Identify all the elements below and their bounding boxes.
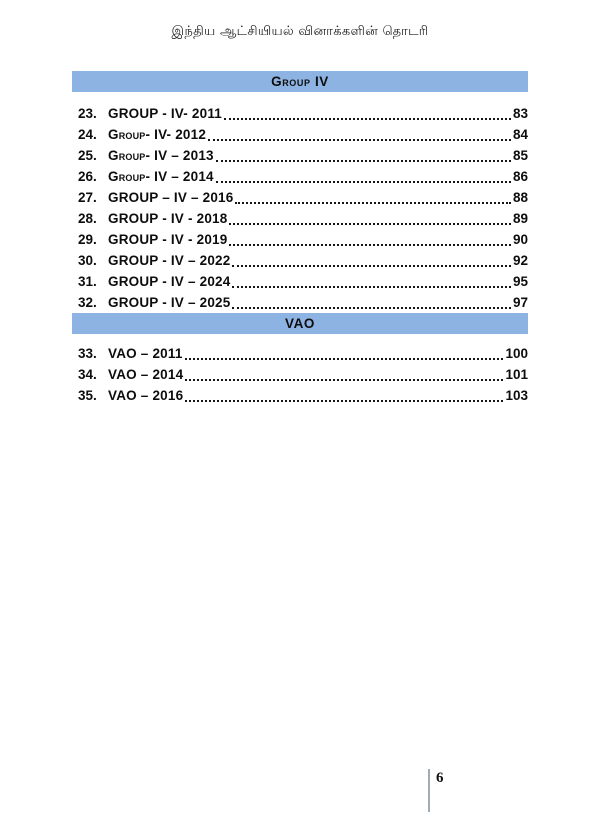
entry-title: GROUP – IV – 2016 [108,190,234,205]
toc-entry [72,385,528,406]
entry-page-number: 103 [505,388,528,403]
entry-page-number: 101 [505,367,528,382]
dot-leader [216,149,511,162]
toc-entry [72,250,528,271]
entry-title: GROUP - IV – 2022 [108,253,231,268]
entry-number: 34. [78,367,97,382]
entry-number: 23. [78,106,97,121]
toc-entry [72,271,528,292]
dot-leader [232,254,511,267]
entry-number: 31. [78,274,97,289]
entry-number: 25. [78,148,97,163]
entry-page-number: 89 [512,211,528,226]
entry-title: Group- IV- 2012 [108,127,207,142]
entry-page-number: 92 [512,253,528,268]
toc-entry [72,229,528,250]
entry-title: GROUP - IV – 2025 [108,295,231,310]
entry-number: 24. [78,127,97,142]
entry-title: Group- IV – 2013 [108,148,214,163]
entry-number: 35. [78,388,97,403]
toc-entry [72,145,528,166]
entry-number: 26. [78,169,97,184]
toc-entry [72,364,528,385]
toc-entry [72,103,528,124]
toc-entry [72,343,528,364]
toc-list-vao [72,343,528,406]
entry-page-number: 85 [512,148,528,163]
entry-title: GROUP - IV- 2011 [108,106,223,121]
dot-leader [235,191,511,204]
dot-leader [232,275,511,288]
entry-number: 30. [78,253,97,268]
entry-page-number: 88 [512,190,528,205]
dot-leader [229,212,511,225]
section-banner-group-iv: Group IV [72,71,528,92]
dot-leader [232,296,511,309]
entry-title: VAO – 2011 [108,346,183,361]
entry-number: 28. [78,211,97,226]
entry-page-number: 97 [512,295,528,310]
footer-page-number: 6 [436,770,444,786]
dot-leader [229,233,511,246]
entry-number: 33. [78,346,97,361]
table-of-contents [72,71,528,406]
entry-page-number: 90 [512,232,528,247]
dot-leader [224,107,511,120]
entry-number: 27. [78,190,97,205]
toc-entry [72,124,528,145]
document-header-title: இந்திய ஆட்சியியல் வினாக்களின் தொடரி [171,24,429,39]
entry-page-number: 84 [512,127,528,142]
toc-entry [72,187,528,208]
toc-list-group-iv [72,103,528,313]
section-banner-vao: VAO [72,313,528,334]
dot-leader [185,368,503,381]
entry-page-number: 83 [512,106,528,121]
entry-title: GROUP - IV - 2019 [108,232,228,247]
entry-page-number: 100 [505,346,528,361]
entry-title: GROUP - IV - 2018 [108,211,228,226]
toc-entry [72,208,528,229]
dot-leader [185,347,504,360]
dot-leader [208,128,511,141]
dot-leader [216,170,511,183]
entry-number: 29. [78,232,97,247]
dot-leader [185,389,503,402]
entry-title: Group- IV – 2014 [108,169,214,184]
entry-page-number: 86 [512,169,528,184]
entry-title: VAO – 2014 [108,367,184,382]
toc-entry [72,292,528,313]
entry-title: VAO – 2016 [108,388,184,403]
entry-title: GROUP - IV – 2024 [108,274,231,289]
footer-divider-line [428,769,430,812]
entry-number: 32. [78,295,97,310]
entry-page-number: 95 [512,274,528,289]
toc-entry [72,166,528,187]
